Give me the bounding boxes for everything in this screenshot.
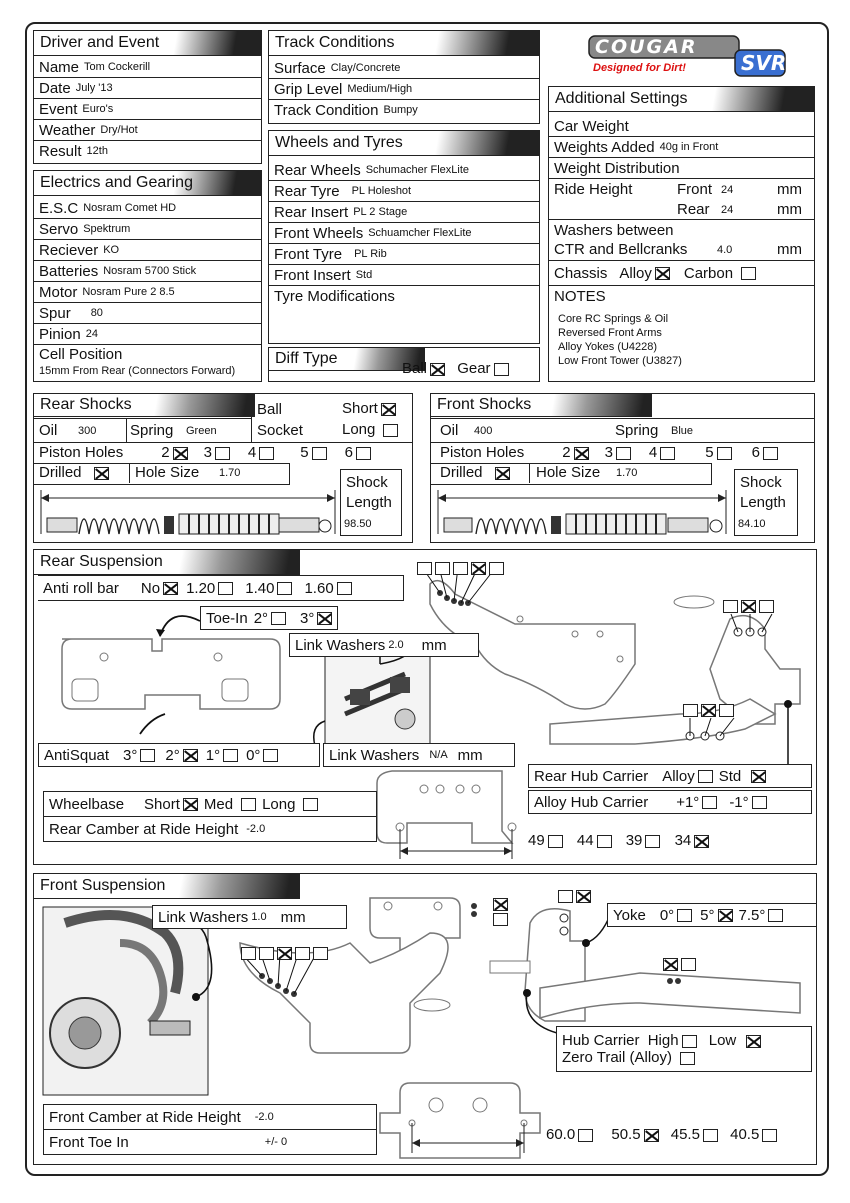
front-wheels-field[interactable]: Schuamcher FlexLite <box>368 227 472 239</box>
batteries-field[interactable]: Nosram 5700 Stick <box>103 265 197 277</box>
front-hub-carrier-row <box>556 1026 812 1072</box>
motor-field[interactable]: Nosram Pure 2 8.5 <box>82 286 175 298</box>
note-item[interactable]: Reversed Front Arms <box>558 327 662 339</box>
arb-label: Anti roll bar <box>43 579 119 597</box>
weather-field[interactable]: Dry/Hot <box>100 124 138 136</box>
socket-short-label: Short <box>342 400 378 417</box>
additional-panel <box>548 86 815 382</box>
arb-option-120: 1.20 <box>186 579 216 597</box>
rear-camber-label: Rear Camber at Ride Height <box>49 820 239 838</box>
name-label: Name <box>39 58 80 76</box>
yoke-row <box>607 903 817 927</box>
socket-long-checkbox[interactable] <box>383 424 398 437</box>
front-width-600: 60.0 <box>546 1126 576 1143</box>
antisquat-row <box>38 743 320 767</box>
toe-in-3-checkbox[interactable] <box>317 612 332 625</box>
yoke-75: 7.5° <box>738 906 766 924</box>
rear-width-39-checkbox[interactable] <box>645 835 660 848</box>
rear-piston-4: 4 <box>247 444 257 461</box>
ride-rear-unit: mm <box>777 201 802 218</box>
front-width-options <box>546 1126 777 1143</box>
logo-brand: COUGAR <box>595 36 698 58</box>
ball-label: Ball <box>257 401 283 418</box>
spur-field[interactable]: 80 <box>90 307 103 319</box>
socket-short-checkbox[interactable] <box>381 403 396 416</box>
diff-ball-checkbox[interactable] <box>430 363 445 376</box>
logo-model: SVR <box>741 51 787 75</box>
front-toe-row <box>43 1130 377 1155</box>
front-piston-5-checkbox[interactable] <box>717 447 732 460</box>
front-arm-holes <box>660 956 696 974</box>
alloy-hub-carrier-row <box>528 790 812 814</box>
batteries-label: Batteries <box>39 262 99 280</box>
driver-event-title: Driver and Event <box>34 31 261 56</box>
diff-gear-label: Gear <box>457 360 491 377</box>
note-item[interactable]: Alloy Yokes (U4228) <box>558 341 658 353</box>
rear-drilled-label: Drilled <box>39 464 82 481</box>
notes-title: NOTES <box>554 288 606 305</box>
servo-label: Servo <box>39 220 79 238</box>
rear-link-washers-top <box>289 633 479 657</box>
front-hub-low-label: Low <box>708 1032 737 1049</box>
front-piston-label: Piston Holes <box>440 444 525 461</box>
rear-link-top-label: Link Washers <box>295 636 386 654</box>
rear-shocks-panel <box>33 393 413 543</box>
front-shocks-title: Front Shocks <box>431 394 652 417</box>
front-tower-holes <box>238 945 328 963</box>
toe-in-2-checkbox[interactable] <box>271 612 286 625</box>
surface-field[interactable]: Clay/Concrete <box>330 62 401 74</box>
front-camber-label: Front Camber at Ride Height <box>49 1108 241 1126</box>
front-hub-holes <box>555 888 591 906</box>
rear-width-options <box>528 832 709 849</box>
wheels-title: Wheels and Tyres <box>269 131 539 156</box>
washers-field[interactable]: 4.0 <box>717 244 733 256</box>
rear-width-49-checkbox[interactable] <box>548 835 563 848</box>
rear-wheels-label: Rear Wheels <box>274 161 361 179</box>
driver-event-panel <box>33 30 262 164</box>
pinion-label: Pinion <box>39 325 81 343</box>
front-link-unit: mm <box>280 908 306 926</box>
logo <box>585 30 795 80</box>
rear-link-bottom-field[interactable]: N/A <box>429 749 448 761</box>
rear-hole-label: Hole Size <box>135 464 200 481</box>
front-insert-field[interactable]: Std <box>355 269 373 281</box>
socket-label: Socket <box>257 422 303 439</box>
front-drilled-label: Drilled <box>440 464 483 481</box>
rear-piston-2: 2 <box>161 444 170 461</box>
yoke-label: Yoke <box>613 906 646 924</box>
toe-in-3: 3° <box>300 609 315 627</box>
alloy-hub-plus1: +1° <box>676 793 700 811</box>
rear-width-39: 39 <box>625 832 643 849</box>
rear-hub-std-label: Std <box>718 767 742 785</box>
rear-tower-hole-2[interactable] <box>435 562 450 575</box>
chassis-alloy-checkbox[interactable] <box>655 267 670 280</box>
front-hub-high-checkbox[interactable] <box>682 1035 697 1048</box>
wheelbase-long: Long <box>262 795 296 813</box>
front-toe-label: Front Toe In <box>49 1133 129 1151</box>
rear-spring-label: Spring <box>130 422 174 439</box>
rear-width-44: 44 <box>576 832 594 849</box>
washers-label-1: Washers between <box>554 222 674 239</box>
rear-oil-label: Oil <box>39 422 58 439</box>
rear-tower-hole-4[interactable] <box>471 562 486 575</box>
rear-hub-std-checkbox[interactable] <box>751 770 766 783</box>
rear-link-washers-bottom <box>323 743 515 767</box>
front-hub-high-label: High <box>647 1032 679 1049</box>
arb-option-no: No <box>140 579 161 597</box>
washers-label-2: CTR and Bellcranks <box>554 241 688 258</box>
rear-hub-carrier-label: Rear Hub Carrier <box>534 767 649 785</box>
diff-ball-label: Ball <box>402 360 428 377</box>
logo-tagline: Designed for Dirt! <box>593 62 686 74</box>
front-piston-4: 4 <box>648 444 658 461</box>
anti-roll-bar-row <box>38 575 404 601</box>
ride-front-unit: mm <box>777 181 802 198</box>
zero-trail-checkbox[interactable] <box>680 1052 695 1065</box>
rear-tyre-field[interactable]: PL Holeshot <box>351 185 412 197</box>
yoke-0-checkbox[interactable] <box>677 909 692 922</box>
front-tower-hole-1[interactable] <box>241 947 256 960</box>
grip-label: Grip Level <box>274 80 343 98</box>
socket-long-label: Long <box>342 421 376 438</box>
rear-hub-alloy-label: Alloy <box>662 767 695 785</box>
pinion-field[interactable]: 24 <box>85 328 98 340</box>
notes-list <box>558 312 682 368</box>
arb-option-160: 1.60 <box>304 579 334 597</box>
arb-no-checkbox[interactable] <box>163 582 178 595</box>
front-block-hole-2[interactable] <box>493 913 508 926</box>
front-length-label-1: Shock <box>740 474 782 491</box>
rear-hub-upper-holes <box>720 598 774 616</box>
tyre-mods-label: Tyre Modifications <box>274 287 395 305</box>
front-shocks-panel <box>430 393 815 543</box>
wheelbase-short-checkbox[interactable] <box>183 798 198 811</box>
alloy-hub-minus1: -1° <box>729 793 749 811</box>
yoke-5: 5° <box>700 906 715 924</box>
chassis-carbon-checkbox[interactable] <box>741 267 756 280</box>
yoke-75-checkbox[interactable] <box>768 909 783 922</box>
rear-length-label-2: Length <box>346 494 392 511</box>
front-tower-hole-4[interactable] <box>295 947 310 960</box>
front-insert-label: Front Insert <box>274 266 351 284</box>
esc-field[interactable]: Nosram Comet HD <box>83 202 177 214</box>
antisquat-2: 2° <box>165 746 180 764</box>
wheelbase-row <box>43 791 377 817</box>
rear-piston-6: 6 <box>344 444 353 461</box>
front-spring-label: Spring <box>615 422 659 439</box>
rear-piston-2-checkbox[interactable] <box>173 447 188 460</box>
rear-susp-title: Rear Suspension <box>34 550 300 575</box>
front-width-405: 40.5 <box>730 1126 760 1143</box>
rear-tower-hole-3[interactable] <box>453 562 468 575</box>
rear-tyre-label: Rear Tyre <box>274 182 340 200</box>
front-piston-6: 6 <box>751 444 760 461</box>
antisquat-3: 3° <box>123 746 138 764</box>
front-width-405-checkbox[interactable] <box>762 1129 777 1142</box>
event-field[interactable]: Euro's <box>82 103 114 115</box>
front-hole-label: Hole Size <box>536 464 601 481</box>
diff-panel <box>268 347 540 382</box>
rear-link-top-field[interactable]: 2.0 <box>388 639 404 651</box>
front-piston-2: 2 <box>562 444 571 461</box>
front-piston-3: 3 <box>604 444 613 461</box>
track-title: Track Conditions <box>269 31 539 56</box>
front-link-washers-row <box>152 905 347 929</box>
result-field[interactable]: 12th <box>86 145 108 157</box>
antisquat-label: AntiSquat <box>44 746 110 764</box>
ride-height-label: Ride Height <box>554 181 633 198</box>
rear-arb-checkbox-row <box>414 560 504 578</box>
ride-front-label: Front <box>677 181 713 198</box>
front-susp-title: Front Suspension <box>34 874 300 899</box>
ride-front-field[interactable]: 24 <box>721 184 734 196</box>
wheelbase-label: Wheelbase <box>49 795 125 813</box>
rear-piston-3-checkbox[interactable] <box>215 447 230 460</box>
front-piston-6-checkbox[interactable] <box>763 447 778 460</box>
additional-title: Additional Settings <box>549 87 814 112</box>
rear-piston-label: Piston Holes <box>39 444 124 461</box>
front-length-field[interactable]: 84.10 <box>738 518 766 530</box>
rear-link-bottom-label: Link Washers <box>329 746 420 764</box>
electrics-panel <box>33 170 262 382</box>
front-oil-label: Oil <box>440 422 459 439</box>
front-width-455-checkbox[interactable] <box>703 1129 718 1142</box>
diff-title: Diff Type <box>269 348 425 371</box>
rear-camber-row <box>43 817 377 842</box>
antisquat-2-checkbox[interactable] <box>183 749 198 762</box>
rear-insert-field[interactable]: PL 2 Stage <box>353 206 408 218</box>
front-hub-low-checkbox[interactable] <box>746 1035 761 1048</box>
toe-in-label: Toe-In <box>206 609 248 627</box>
grip-field[interactable]: Medium/High <box>347 83 413 95</box>
front-piston-4-checkbox[interactable] <box>660 447 675 460</box>
rear-hole-field[interactable]: 1.70 <box>219 467 241 479</box>
rear-tower-hole-1[interactable] <box>417 562 432 575</box>
front-spring-field[interactable]: Blue <box>671 425 694 437</box>
front-piston-3-checkbox[interactable] <box>616 447 631 460</box>
rear-spring-field[interactable]: Green <box>186 425 217 437</box>
chassis-label: Chassis <box>554 264 608 282</box>
date-label: Date <box>39 79 71 97</box>
front-wheels-label: Front Wheels <box>274 224 364 242</box>
front-hub-label: Hub Carrier <box>562 1032 640 1049</box>
esc-label: E.S.C <box>39 199 79 217</box>
wheelbase-long-checkbox[interactable] <box>303 798 318 811</box>
front-width-455: 45.5 <box>670 1126 700 1143</box>
alloy-hub-plus1-checkbox[interactable] <box>702 796 717 809</box>
arb-160-checkbox[interactable] <box>337 582 352 595</box>
front-piston-2-checkbox[interactable] <box>574 447 589 460</box>
rear-width-49: 49 <box>528 832 545 849</box>
rear-hub-carrier-row <box>528 764 812 788</box>
front-arm-hole-2[interactable] <box>681 958 696 971</box>
car-weight-label: Car Weight <box>554 117 629 135</box>
motor-label: Motor <box>39 283 78 301</box>
condition-field[interactable]: Bumpy <box>383 104 418 116</box>
front-tower-hole-3[interactable] <box>277 947 292 960</box>
antisquat-3-checkbox[interactable] <box>140 749 155 762</box>
rear-link-top-unit: mm <box>421 636 447 654</box>
front-tyre-field[interactable]: PL Rib <box>354 248 387 260</box>
weights-added-field[interactable]: 40g in Front <box>659 141 719 153</box>
front-shock-drawing <box>436 486 731 536</box>
toe-in-row <box>200 606 338 630</box>
front-link-label: Link Washers <box>158 908 249 926</box>
note-item[interactable]: Core RC Springs & Oil <box>558 313 669 325</box>
front-tower-hole-5[interactable] <box>313 947 328 960</box>
receiver-label: Reciever <box>39 241 99 259</box>
weights-added-label: Weights Added <box>554 138 655 156</box>
front-link-field[interactable]: 1.0 <box>251 911 267 923</box>
washers-unit: mm <box>777 241 802 258</box>
front-block-holes <box>490 898 508 926</box>
cell-label: Cell Position <box>39 345 123 363</box>
result-label: Result <box>39 142 82 160</box>
rear-wheels-field[interactable]: Schumacher FlexLite <box>365 164 470 176</box>
front-width-600-checkbox[interactable] <box>578 1129 593 1142</box>
antisquat-0-checkbox[interactable] <box>263 749 278 762</box>
antisquat-1: 1° <box>205 746 221 764</box>
wheelbase-med: Med <box>203 795 234 813</box>
yoke-0: 0° <box>659 906 675 924</box>
front-arm-hole-1[interactable] <box>663 958 678 971</box>
rear-insert-label: Rear Insert <box>274 203 349 221</box>
rear-length-label-1: Shock <box>346 474 388 491</box>
front-hub-hole-1[interactable] <box>558 890 573 903</box>
servo-field[interactable]: Spektrum <box>83 223 131 235</box>
rear-tower-hole-5[interactable] <box>489 562 504 575</box>
electrics-title: Electrics and Gearing <box>34 171 261 196</box>
condition-label: Track Condition <box>274 101 379 119</box>
arb-140-checkbox[interactable] <box>277 582 292 595</box>
surface-label: Surface <box>274 59 326 77</box>
front-hub-hole-2[interactable] <box>576 890 591 903</box>
rear-drilled-checkbox[interactable] <box>94 467 109 480</box>
rear-arm-hole-1[interactable] <box>683 704 698 717</box>
rear-hub-upper-hole-3[interactable] <box>759 600 774 613</box>
zero-trail-label: Zero Trail (Alloy) <box>562 1049 673 1066</box>
wheelbase-med-checkbox[interactable] <box>241 798 256 811</box>
rear-piston-4-checkbox[interactable] <box>259 447 274 460</box>
front-camber-row <box>43 1104 377 1130</box>
front-hole-field[interactable]: 1.70 <box>616 467 638 479</box>
rear-shocks-title: Rear Shocks <box>34 394 255 417</box>
name-field[interactable]: Tom Cockerill <box>84 61 151 73</box>
rear-arm-holes <box>680 702 734 720</box>
rear-piston-5: 5 <box>300 444 309 461</box>
rear-piston-5-checkbox[interactable] <box>312 447 327 460</box>
rear-width-34-checkbox[interactable] <box>694 835 709 848</box>
rear-camber-field[interactable]: -2.0 <box>246 823 266 835</box>
front-camber-field[interactable]: -2.0 <box>254 1111 274 1123</box>
arb-option-140: 1.40 <box>245 579 275 597</box>
antisquat-1-checkbox[interactable] <box>223 749 238 762</box>
front-tower-hole-2[interactable] <box>259 947 274 960</box>
front-length-label-2: Length <box>740 494 786 511</box>
rear-length-field[interactable]: 98.50 <box>344 518 372 530</box>
front-oil-field[interactable]: 400 <box>474 425 493 437</box>
date-field[interactable]: July '13 <box>75 82 113 94</box>
front-width-505-checkbox[interactable] <box>644 1129 659 1142</box>
rear-piston-6-checkbox[interactable] <box>356 447 371 460</box>
front-block-hole-1[interactable] <box>493 898 508 911</box>
rear-hub-alloy-checkbox[interactable] <box>698 770 713 783</box>
alloy-hub-label: Alloy Hub Carrier <box>534 793 649 811</box>
receiver-field[interactable]: KO <box>103 244 120 256</box>
rear-arm-hole-2[interactable] <box>701 704 716 717</box>
arb-120-checkbox[interactable] <box>218 582 233 595</box>
chassis-alloy-label: Alloy <box>619 264 652 282</box>
toe-in-2: 2° <box>253 609 269 627</box>
weight-dist-label: Weight Distribution <box>554 159 680 177</box>
alloy-hub-minus1-checkbox[interactable] <box>752 796 767 809</box>
rear-width-34: 34 <box>674 832 692 849</box>
diff-gear-checkbox[interactable] <box>494 363 509 376</box>
front-tyre-label: Front Tyre <box>274 245 343 263</box>
track-panel <box>268 30 540 124</box>
front-drilled-checkbox[interactable] <box>495 467 510 480</box>
rear-width-44-checkbox[interactable] <box>597 835 612 848</box>
chassis-carbon-label: Carbon <box>683 264 734 282</box>
rear-hub-upper-hole-1[interactable] <box>723 600 738 613</box>
weather-label: Weather <box>39 121 96 139</box>
wheelbase-short: Short <box>144 795 180 813</box>
event-label: Event <box>39 100 78 118</box>
rear-shock-drawing <box>39 486 339 536</box>
front-piston-5: 5 <box>705 444 714 461</box>
front-toe-field[interactable]: +/- 0 <box>264 1136 288 1148</box>
rear-piston-3: 3 <box>203 444 212 461</box>
yoke-5-checkbox[interactable] <box>718 909 733 922</box>
ride-rear-label: Rear <box>677 201 710 218</box>
wheels-panel <box>268 130 540 344</box>
rear-oil-field[interactable]: 300 <box>78 425 97 437</box>
rear-arm-hole-3[interactable] <box>719 704 734 717</box>
rear-hub-upper-hole-2[interactable] <box>741 600 756 613</box>
antisquat-0: 0° <box>246 746 261 764</box>
note-item[interactable]: Low Front Tower (U3827) <box>558 355 682 367</box>
ride-rear-field[interactable]: 24 <box>721 204 734 216</box>
cell-field[interactable]: 15mm From Rear (Connectors Forward) <box>39 365 236 377</box>
spur-label: Spur <box>39 304 71 322</box>
front-width-505: 50.5 <box>611 1126 641 1143</box>
rear-link-bottom-unit: mm <box>457 746 483 764</box>
